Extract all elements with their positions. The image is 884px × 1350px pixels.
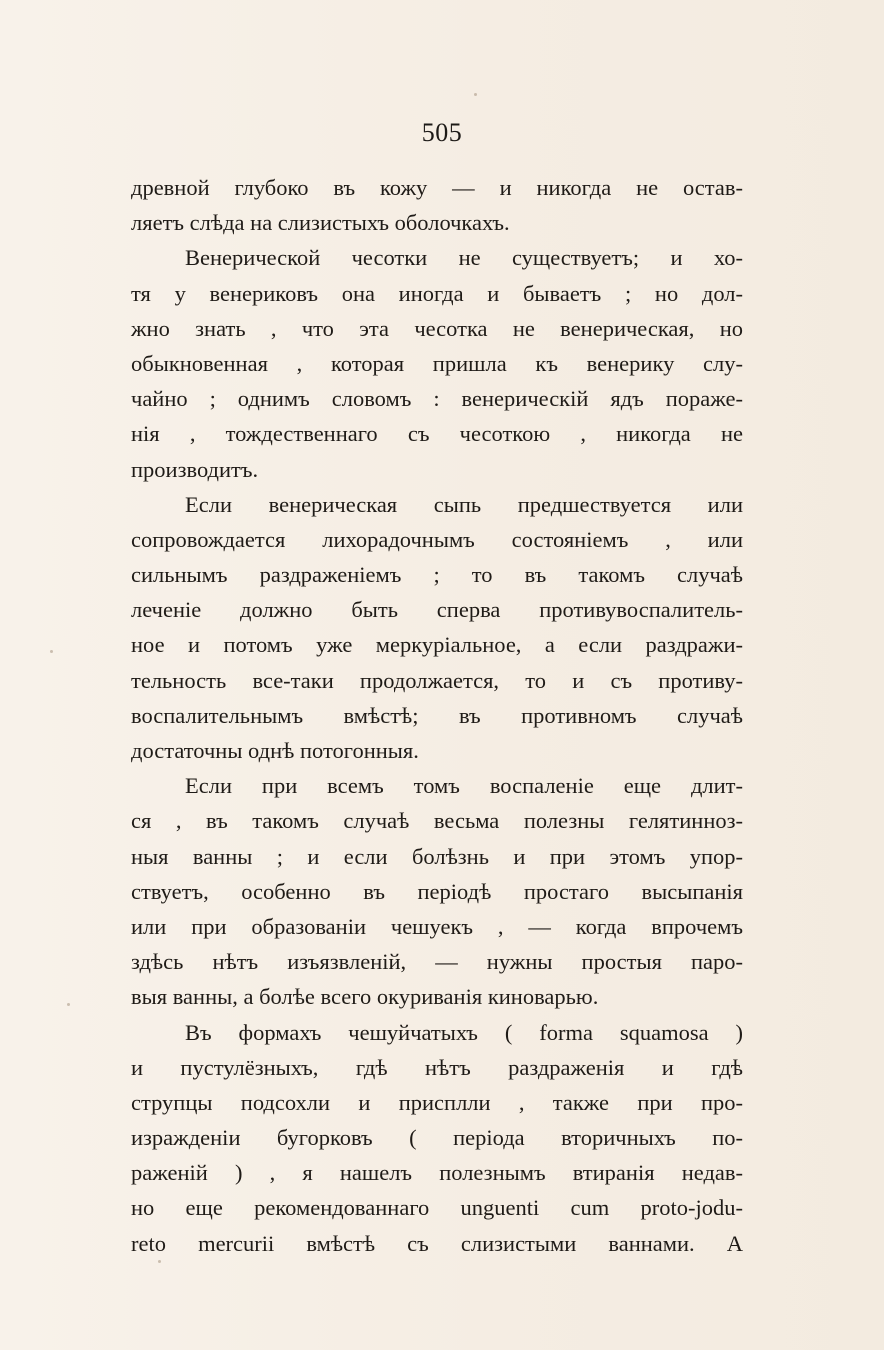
text-line: струпцы подсохли и присплли , также при про- — [131, 1089, 743, 1115]
text-line: Если венерическая сыпь предшествуется или — [185, 491, 743, 517]
text-line: сопровождается лихорадочнымъ состояніемъ , или — [131, 526, 743, 552]
body-text — [131, 170, 743, 1261]
text-line: леченіе должно быть сперва противувоспалитель- — [131, 597, 743, 623]
paper-speck — [50, 650, 53, 653]
text-line: нія , тождественнаго съ чесоткою , никогда не — [131, 421, 743, 447]
text-line: reto mercurii вмѣстѣ съ слизистыми ваннами. А — [131, 1230, 743, 1256]
text-line: тя у венериковъ она иногда и бываетъ ; но дол- — [131, 280, 743, 306]
text-line: выя ванны, а болѣе всего окуриванія киноварью. — [131, 984, 599, 1010]
text-line: ляетъ слѣда на слизистыхъ оболочкахъ. — [131, 210, 510, 236]
text-line: ныя ванны ; и если болѣзнь и при этомъ упор- — [131, 843, 743, 869]
text-line: здѣсь нѣтъ изъязвленій, — нужны простыя паро- — [131, 949, 743, 975]
paragraph — [131, 170, 743, 240]
text-line: производитъ. — [131, 456, 259, 482]
text-line: ное и потомъ уже меркуріальное, а если раздражи- — [131, 632, 743, 658]
text-line: ствуетъ, особенно въ періодѣ простаго высыпанія — [131, 878, 743, 904]
paragraph — [131, 768, 743, 1014]
text-line: Въ формахъ чешуйчатыхъ ( forma squamosa ) — [185, 1019, 743, 1045]
text-line: изражденіи бугорковъ ( періода вторичныхъ по- — [131, 1125, 743, 1151]
paragraph — [131, 487, 743, 769]
text-line: обыкновенная , которая пришла къ венерику слу- — [131, 350, 743, 376]
text-line: тельность все-таки продолжается, то и съ противу- — [131, 667, 743, 693]
text-line: но еще рекомендованнаго unguenti cum proto-jodu- — [131, 1195, 743, 1221]
text-line: жно знать , что эта чесотка не венерическая, но — [131, 315, 743, 341]
text-line: ся , въ такомъ случаѣ весьма полезны гелятинноз- — [131, 808, 743, 834]
paper-speck — [67, 1003, 70, 1006]
text-line: воспалительнымъ вмѣстѣ; въ противномъ случаѣ — [131, 702, 743, 728]
page-number: 505 — [421, 118, 463, 147]
text-line: чайно ; однимъ словомъ : венерическій ядъ пораже- — [131, 386, 743, 412]
text-line: раженій ) , я нашелъ полезнымъ втиранія недав- — [131, 1160, 743, 1186]
text-line: древной глубоко въ кожу — и никогда не остав- — [131, 175, 743, 200]
text-line: Если при всемъ томъ воспаленіе еще длит- — [185, 773, 743, 799]
paragraph — [131, 1015, 743, 1261]
text-line: сильнымъ раздраженіемъ ; то въ такомъ случаѣ — [131, 562, 743, 588]
paragraph — [131, 240, 743, 486]
paper-speck — [474, 93, 477, 96]
text-line: и пустулёзныхъ, гдѣ нѣтъ раздраженія и гдѣ — [131, 1054, 743, 1080]
text-line: достаточны однѣ потогонныя. — [131, 738, 419, 763]
text-line: или при образованіи чешуекъ , — когда впрочемъ — [131, 913, 743, 939]
text-line: Венерической чесотки не существуетъ; и хо- — [185, 245, 743, 271]
